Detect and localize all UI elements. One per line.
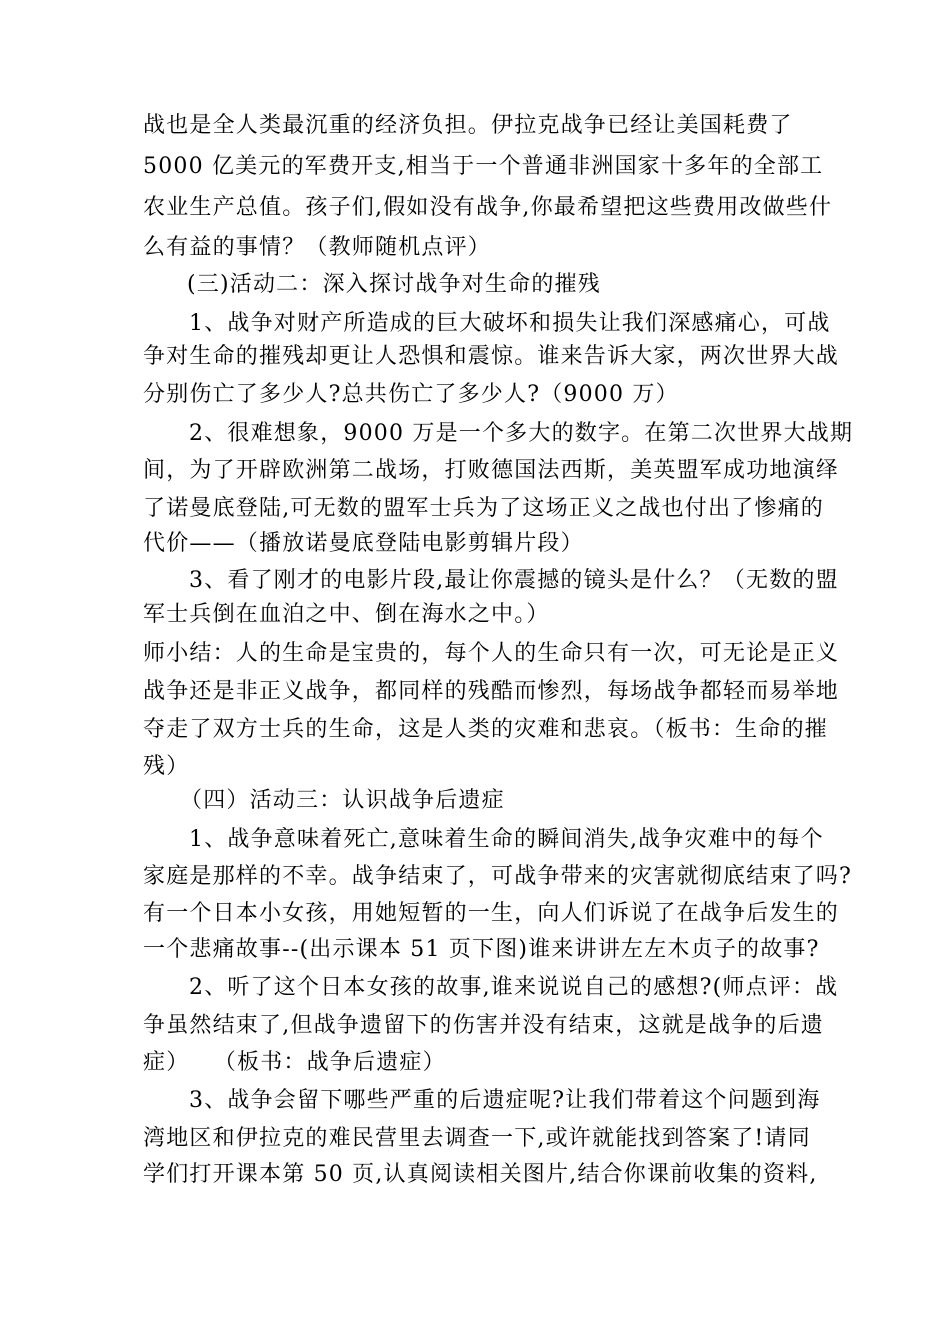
body-text-line: 3、看了刚才的电影片段,最让你震撼的镜头是什么？（无数的盟 (189, 568, 839, 593)
body-text-line: 战也是全人类最沉重的经济负担。伊拉克战争已经让美国耗费了 (143, 113, 793, 138)
body-text-line: 农业生产总值。孩子们,假如没有战争,你最希望把这些费用改做些什 (143, 195, 833, 220)
body-text-line: 有一个日本小女孩，用她短暂的一生，向人们诉说了在战争后发生的 (143, 901, 840, 926)
body-text-line: 残） (143, 754, 190, 779)
body-text-line: 分别伤亡了多少人?总共伤亡了多少人?（9000 万） (143, 382, 679, 407)
body-text-line: 2、很难想象，9000 万是一个多大的数字。在第二次世界大战期 (189, 421, 854, 446)
body-text-line: 2、听了这个日本女孩的故事,谁来说说自己的感想?(师点评：战 (189, 975, 839, 1000)
body-text-line: 军士兵倒在血泊之中、倒在海水之中。） (143, 602, 550, 627)
body-text-line: 学们打开课本第 50 页,认真阅读相关图片,结合你课前收集的资料, (143, 1162, 818, 1187)
body-text-line: 了诺曼底登陆,可无数的盟军士兵为了这场正义之战也付出了惨痛的 (143, 496, 824, 521)
body-text-line: 么有益的事情？（教师随机点评） (143, 235, 492, 260)
section-heading: （四）活动三：认识战争后遗症 (180, 788, 505, 813)
body-text-line: 一个悲痛故事--(出示课本 51 页下图)谁来讲讲左左木贞子的故事? (143, 937, 820, 962)
body-text-line: 家庭是那样的不幸。战争结束了，可战争带来的灾害就彻底结束了吗? (143, 864, 852, 889)
body-text-line: 1、战争对财产所造成的巨大破坏和损失让我们深感痛心，可战 (189, 311, 831, 336)
body-text-line: 症） （板书：战争后遗症） (143, 1050, 446, 1075)
body-text-line: 5000 亿美元的军费开支,相当于一个普通非洲国家十多年的全部工 (143, 154, 824, 179)
body-text-line: 1、战争意味着死亡,意味着生命的瞬间消失,战争灾难中的每个 (189, 827, 824, 852)
body-text-line: 争对生命的摧残却更让人恐惧和震惊。谁来告诉大家，两次世界大战 (143, 344, 840, 369)
body-text-line: 师小结：人的生命是宝贵的，每个人的生命只有一次，可无论是正义 (143, 641, 840, 666)
body-text-line: 代价——（播放诺曼底登陆电影剪辑片段） (143, 531, 584, 556)
body-text-line: 战争还是非正义战争，都同样的残酷而惨烈，每场战争都轻而易举地 (143, 679, 840, 704)
section-heading: (三)活动二：深入探讨战争对生命的摧残 (187, 272, 601, 297)
body-text-line: 3、战争会留下哪些严重的后遗症呢?让我们带着这个问题到海 (189, 1088, 821, 1113)
body-text-line: 湾地区和伊拉克的难民营里去调查一下,或许就能找到答案了!请同 (143, 1126, 811, 1151)
body-text-line: 夺走了双方士兵的生命，这是人类的灾难和悲哀。（板书：生命的摧 (143, 717, 829, 742)
body-text-line: 争虽然结束了,但战争遗留下的伤害并没有结束，这就是战争的后遗 (143, 1013, 824, 1038)
body-text-line: 间，为了开辟欧洲第二战场，打败德国法西斯，美英盟军成功地演绎 (143, 458, 840, 483)
